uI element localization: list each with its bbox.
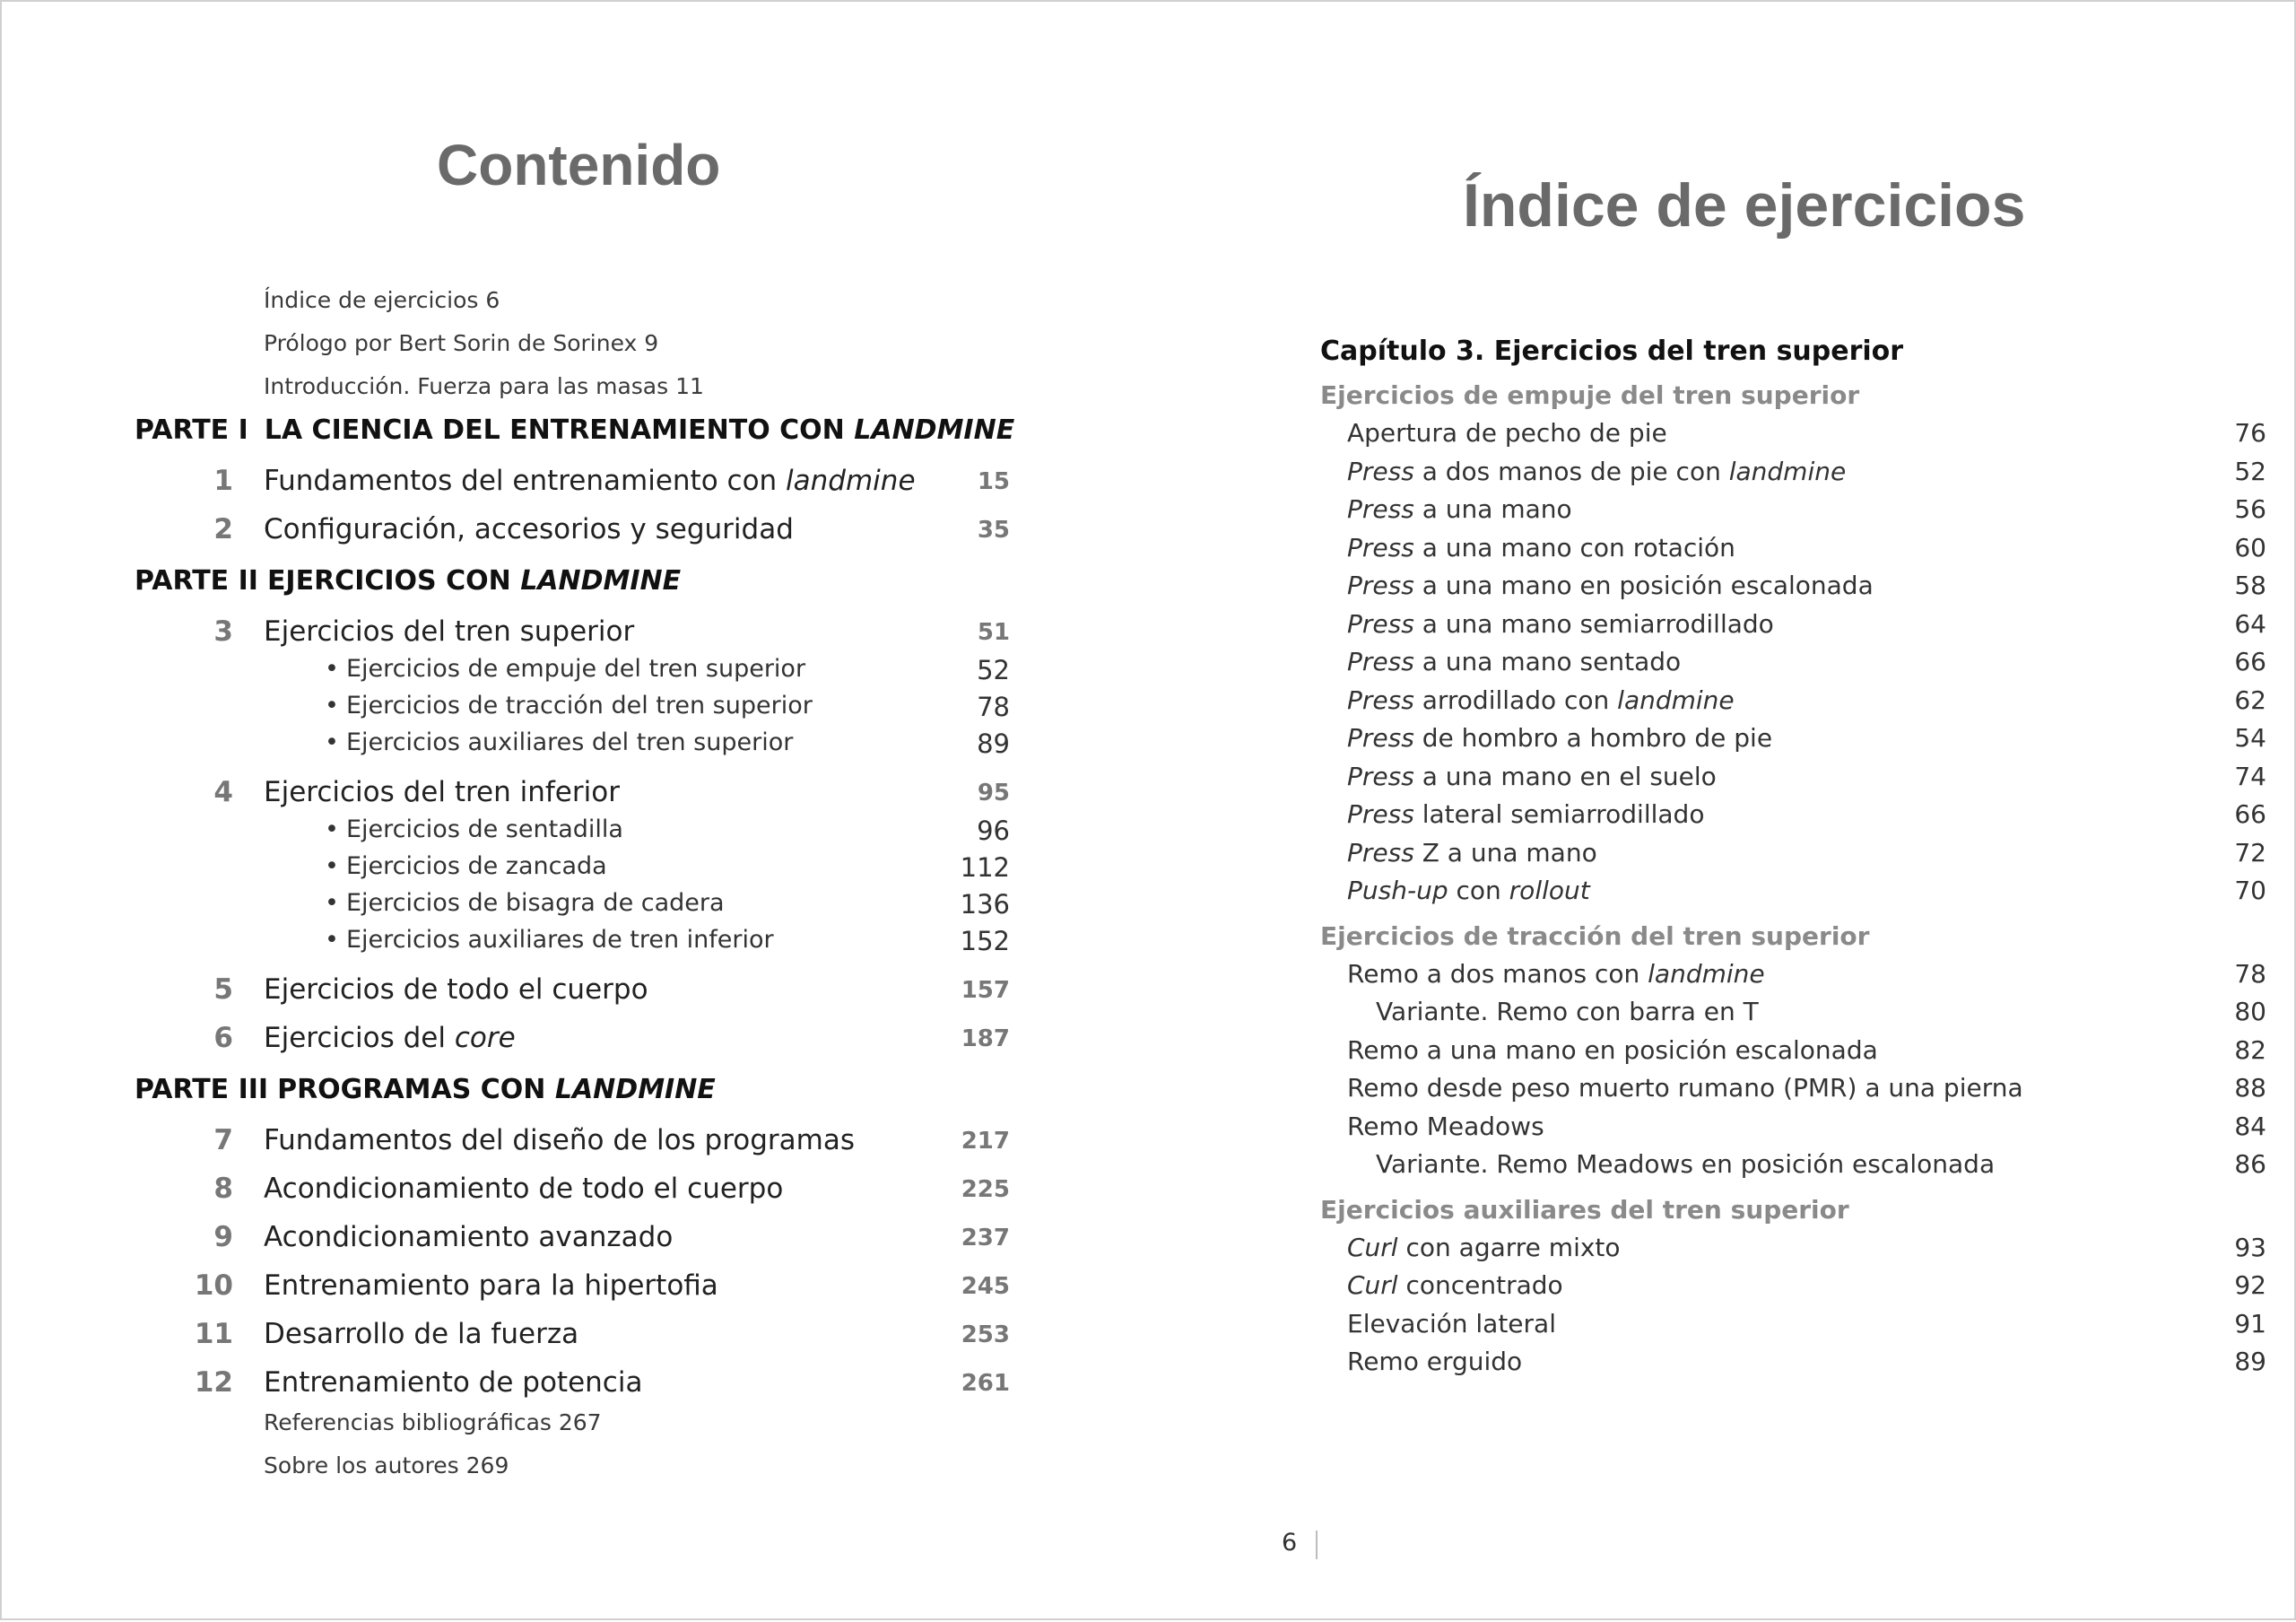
exercise-entry	[1347, 533, 2266, 569]
exercise-name-part: Curl	[1347, 1232, 1398, 1262]
exercise-entry	[1347, 762, 2266, 798]
exercise-page: 58	[2234, 571, 2266, 600]
exercise-name	[1347, 685, 1735, 715]
subsection-row	[2, 889, 1150, 925]
bullet-icon: •	[325, 815, 339, 843]
exercise-name-part: Remo erguido	[1347, 1347, 1523, 1376]
subsection-title	[325, 655, 805, 683]
exercise-page: 54	[2234, 723, 2266, 753]
chapter-row	[2, 1022, 1150, 1058]
exercise-name	[1347, 457, 1846, 486]
chapter-title-text: Desarrollo de la fuerza	[264, 1318, 579, 1350]
chapter-page: 157	[961, 977, 1010, 1004]
part-heading	[135, 565, 681, 601]
subsection-row	[2, 926, 1150, 962]
chapter-title	[264, 973, 648, 1006]
exercise-entry	[1347, 571, 2266, 606]
chapter-number: 7	[213, 1124, 233, 1156]
exercise-page: 60	[2234, 532, 2266, 562]
bullet-icon: •	[325, 889, 339, 917]
exercise-entry	[1347, 609, 2266, 645]
chapter-title-text: Acondicionamiento avanzado	[264, 1221, 674, 1253]
exercise-page: 86	[2234, 1149, 2266, 1179]
bullet-icon: •	[325, 655, 339, 683]
exercise-name-part: Press	[1347, 608, 1414, 639]
subsection-title	[325, 889, 725, 917]
exercise-name-part: Variante. Remo Meadows en posición escalonada	[1376, 1149, 1996, 1179]
chapter-number: 9	[213, 1221, 233, 1253]
subsection-row	[2, 815, 1150, 851]
exercise-name	[1347, 1035, 1878, 1065]
part-label: PARTE III	[135, 1074, 269, 1105]
chapter-page: 95	[977, 780, 1010, 807]
exercise-page: 52	[2234, 456, 2266, 486]
page-title: Contenido	[437, 133, 721, 197]
chapter-number: 2	[213, 513, 233, 545]
exercise-page: 91	[2234, 1308, 2266, 1339]
chapter-page: 35	[977, 517, 1010, 544]
chapter-title	[264, 615, 634, 648]
chapter-number: 1	[213, 465, 233, 497]
chapter-row	[2, 615, 1150, 651]
bullet-icon: •	[325, 728, 339, 756]
exercise-name-part: landmine	[1648, 958, 1765, 989]
chapter-page: 187	[961, 1025, 1010, 1052]
exercise-page: 72	[2234, 837, 2266, 868]
part-title-italic: LANDMINE	[854, 414, 1015, 446]
subsection-title-text: Ejercicios de empuje del tren superior	[345, 655, 806, 683]
exercise-name	[1376, 997, 1759, 1026]
exercise-name	[1347, 571, 1874, 600]
exercise-page: 76	[2234, 418, 2266, 448]
exercise-name-part: Press	[1347, 723, 1414, 753]
bullet-icon: •	[325, 692, 339, 719]
exercise-name	[1347, 723, 1772, 753]
exercise-page: 66	[2234, 647, 2266, 676]
exercise-name-part: Push-up	[1347, 876, 1448, 905]
exercise-page: 93	[2234, 1232, 2266, 1262]
subsection-title-text: Ejercicios de bisagra de cadera	[345, 889, 725, 917]
exercise-name-part: landmine	[1728, 456, 1847, 486]
chapter-title	[264, 1124, 855, 1156]
chapter-title-text: Fundamentos del entrenamiento con	[264, 465, 778, 497]
exercise-name-part: a una mano sentado	[1413, 647, 1682, 676]
exercise-entry	[1347, 876, 2266, 911]
back-matter-item: Sobre los autores 269	[264, 1452, 509, 1478]
exercise-entry	[1347, 685, 2266, 721]
subsection-title-text: Ejercicios de sentadilla	[345, 815, 623, 843]
exercise-name-part: a una mano semiarrodillado	[1413, 608, 1774, 639]
exercise-name-part: Apertura de pecho de pie	[1347, 418, 1667, 448]
chapter-page: 51	[977, 619, 1010, 646]
exercise-entry	[1347, 799, 2266, 835]
exercise-name-part: Remo Meadows	[1347, 1111, 1544, 1141]
exercise-name	[1347, 1233, 1621, 1262]
exercise-name-part: de hombro a hombro de pie	[1413, 723, 1773, 753]
chapter-number: 10	[194, 1269, 233, 1302]
chapter-number: 8	[213, 1173, 233, 1205]
exercise-name-part: a una mano en posición escalonada	[1413, 571, 1874, 600]
exercise-name-part: Press	[1347, 799, 1414, 829]
chapter-title	[264, 1269, 718, 1302]
exercise-entry	[1347, 1035, 2266, 1071]
part-heading	[135, 1074, 716, 1110]
subsection-page: 52	[977, 655, 1010, 685]
chapter-row	[2, 1366, 1150, 1402]
exercise-name	[1347, 959, 1765, 989]
exercise-name	[1347, 1112, 1544, 1141]
exercise-name-part: Remo a una mano en posición escalonada	[1347, 1034, 1878, 1065]
exercise-entry	[1347, 457, 2266, 493]
exercise-name-part: Curl	[1347, 1270, 1398, 1300]
exercise-index-page	[1150, 2, 2296, 1622]
chapter-page: 15	[977, 468, 1010, 495]
exercise-page: 92	[2234, 1270, 2266, 1300]
chapter-title	[264, 1318, 578, 1350]
part-title-text: EJERCICIOS CON	[266, 565, 511, 597]
chapter-title	[264, 1221, 673, 1253]
front-matter-item: Índice de ejercicios 6	[264, 287, 500, 313]
chapter-page: 225	[961, 1176, 1010, 1203]
subsection-title	[325, 692, 813, 719]
chapter-row	[2, 1318, 1150, 1354]
subsection-title-text: Ejercicios de tracción del tren superior	[345, 692, 813, 719]
exercise-name	[1347, 1309, 1556, 1339]
front-matter-item: Introducción. Fuerza para las masas 11	[264, 373, 704, 399]
chapter-title-text: Ejercicios del tren inferior	[264, 776, 620, 808]
chapter-heading: Capítulo 3. Ejercicios del tren superior	[1320, 336, 1904, 367]
part-title	[277, 1074, 716, 1105]
exercise-name-part: Press	[1347, 494, 1414, 524]
exercise-entry	[1347, 838, 2266, 874]
exercise-name	[1347, 876, 1590, 905]
chapter-title	[264, 1366, 642, 1399]
exercise-name	[1347, 418, 1667, 448]
chapter-title-text: Configuración, accesorios y seguridad	[264, 513, 794, 545]
chapter-title-italic: landmine	[786, 465, 916, 497]
exercise-name	[1347, 1270, 1563, 1300]
chapter-title-text: Entrenamiento de potencia	[264, 1366, 643, 1399]
subsection-row	[2, 852, 1150, 888]
chapter-row	[2, 1269, 1150, 1305]
page-number: 6	[1282, 1529, 1298, 1557]
group-heading: Ejercicios de tracción del tren superior	[1320, 920, 1870, 951]
exercise-name-part: con agarre mixto	[1397, 1232, 1621, 1262]
chapter-page: 217	[961, 1128, 1010, 1155]
chapter-title-text: Acondicionamiento de todo el cuerpo	[264, 1173, 784, 1205]
chapter-title	[264, 1173, 783, 1205]
exercise-entry	[1347, 647, 2266, 683]
chapter-row	[2, 465, 1150, 501]
chapter-row	[2, 776, 1150, 812]
subsection-title	[325, 852, 607, 880]
subsection-row	[2, 692, 1150, 728]
part-title-italic: LANDMINE	[520, 565, 682, 597]
front-matter-item: Prólogo por Bert Sorin de Sorinex 9	[264, 330, 659, 356]
exercise-page: 70	[2234, 876, 2266, 905]
subsection-row	[2, 728, 1150, 764]
exercise-name-part: Press	[1347, 571, 1414, 600]
part-title-italic: LANDMINE	[554, 1074, 716, 1105]
exercise-name-part: Variante. Remo con barra en T	[1376, 997, 1759, 1026]
exercise-name-part: rollout	[1509, 876, 1590, 905]
chapter-row	[2, 1124, 1150, 1160]
exercise-page: 64	[2234, 608, 2266, 639]
exercise-entry	[1347, 1347, 2266, 1382]
exercise-name-part: con	[1448, 876, 1509, 905]
chapter-row	[2, 973, 1150, 1009]
chapter-page: 261	[961, 1370, 1010, 1397]
chapter-number: 5	[213, 973, 233, 1006]
chapter-title-text: Fundamentos del diseño de los programas	[264, 1124, 856, 1156]
exercise-entry	[1347, 959, 2266, 995]
subsection-page: 78	[977, 692, 1010, 722]
exercise-name-part: Press	[1347, 647, 1414, 676]
exercise-entry	[1347, 418, 2266, 454]
exercise-page: 56	[2234, 494, 2266, 524]
exercise-name	[1347, 494, 1572, 524]
chapter-page: 245	[961, 1273, 1010, 1300]
chapter-title-text: Ejercicios del tren superior	[264, 615, 635, 648]
chapter-title-italic: core	[454, 1022, 516, 1054]
exercise-page: 80	[2234, 997, 2266, 1026]
chapter-title-text: Ejercicios del	[264, 1022, 446, 1054]
exercise-page: 78	[2234, 958, 2266, 989]
exercise-name-part: arrodillado con	[1413, 685, 1618, 715]
chapter-number: 11	[194, 1318, 233, 1350]
bullet-icon: •	[325, 852, 339, 880]
part-heading	[135, 414, 1014, 450]
exercise-name-part: Remo a dos manos con	[1347, 958, 1648, 989]
chapter-title-text: Entrenamiento para la hipertofia	[264, 1269, 718, 1302]
exercise-name-part: Press	[1347, 532, 1414, 562]
back-matter-item: Referencias bibliográficas 267	[264, 1409, 602, 1435]
subsection-row	[2, 655, 1150, 691]
exercise-page: 89	[2234, 1347, 2266, 1376]
part-title-text: LA CIENCIA DEL ENTRENAMIENTO CON	[264, 414, 845, 446]
exercise-entry	[1347, 1233, 2266, 1269]
exercise-name-part: Remo desde peso muerto rumano (PMR) a una pierna	[1347, 1073, 2023, 1103]
chapter-title	[264, 465, 916, 497]
exercise-name-part: concentrado	[1397, 1270, 1563, 1300]
chapter-page: 237	[961, 1225, 1010, 1251]
exercise-name	[1347, 1073, 2023, 1103]
exercise-name-part: a una mano	[1413, 494, 1572, 524]
chapter-page: 253	[961, 1321, 1010, 1348]
subsection-page: 136	[960, 889, 1010, 920]
exercise-entry	[1347, 1309, 2266, 1345]
chapter-title	[264, 776, 620, 808]
chapter-row	[2, 1173, 1150, 1208]
subsection-page: 152	[960, 926, 1010, 956]
chapter-number: 6	[213, 1022, 233, 1054]
subsection-title	[325, 926, 774, 954]
subsection-page: 96	[977, 815, 1010, 846]
exercise-name-part: Press	[1347, 837, 1414, 868]
exercise-name-part: a dos manos de pie con	[1413, 456, 1729, 486]
part-label: PARTE II	[135, 565, 258, 597]
exercise-name	[1376, 1149, 1995, 1179]
exercise-page: 62	[2234, 685, 2266, 715]
exercise-name	[1347, 533, 1735, 562]
chapter-number: 4	[213, 776, 233, 808]
subsection-page: 89	[977, 728, 1010, 759]
subsection-title-text: Ejercicios de zancada	[345, 852, 607, 880]
exercise-entry	[1347, 1073, 2266, 1109]
exercise-entry	[1347, 494, 2266, 530]
part-title	[267, 565, 681, 597]
folio-rule	[1316, 1530, 1318, 1559]
exercise-entry	[1347, 723, 2266, 759]
exercise-name-part: Press	[1347, 761, 1414, 791]
part-label: PARTE I	[135, 414, 248, 446]
subsection-title-text: Ejercicios auxiliares de tren inferior	[345, 926, 774, 954]
exercise-name-part: Press	[1347, 685, 1414, 715]
exercise-name	[1347, 1347, 1522, 1376]
contents-page	[2, 2, 1150, 1622]
exercise-page: 66	[2234, 799, 2266, 829]
exercise-name-part: Elevación lateral	[1347, 1308, 1556, 1339]
chapter-number: 3	[213, 615, 233, 648]
exercise-entry	[1347, 1270, 2266, 1306]
exercise-name-part: Z a una mano	[1413, 837, 1597, 868]
exercise-name	[1347, 762, 1717, 791]
exercise-name-part: Press	[1347, 456, 1414, 486]
exercise-name	[1347, 647, 1681, 676]
exercise-page: 84	[2234, 1111, 2266, 1141]
part-title-text: PROGRAMAS CON	[277, 1074, 546, 1105]
exercise-entry	[1347, 1149, 2266, 1185]
subsection-title-text: Ejercicios auxiliares del tren superior	[345, 728, 794, 756]
group-heading: Ejercicios auxiliares del tren superior	[1320, 1194, 1849, 1225]
chapter-number: 12	[194, 1366, 233, 1399]
exercise-page: 74	[2234, 761, 2266, 791]
page-title: Índice de ejercicios	[1463, 171, 2026, 240]
part-title	[265, 414, 1014, 446]
chapter-row	[2, 513, 1150, 549]
chapter-row	[2, 1221, 1150, 1257]
exercise-page: 82	[2234, 1034, 2266, 1065]
chapter-title	[264, 1022, 516, 1054]
group-heading: Ejercicios de empuje del tren superior	[1320, 380, 1860, 410]
exercise-name-part: a una mano con rotación	[1413, 532, 1735, 562]
exercise-entry	[1347, 1112, 2266, 1147]
subsection-page: 112	[960, 852, 1010, 883]
chapter-title-text: Ejercicios de todo el cuerpo	[264, 973, 648, 1006]
exercise-name	[1347, 609, 1774, 639]
exercise-name-part: landmine	[1617, 685, 1735, 715]
chapter-title	[264, 513, 794, 545]
subsection-title	[325, 815, 623, 843]
subsection-title	[325, 728, 793, 756]
exercise-name-part: a una mano en el suelo	[1413, 761, 1717, 791]
exercise-name	[1347, 799, 1704, 829]
exercise-name-part: lateral semiarrodillado	[1413, 799, 1705, 829]
exercise-entry	[1347, 997, 2266, 1033]
exercise-page: 88	[2234, 1073, 2266, 1103]
bullet-icon: •	[325, 926, 339, 954]
exercise-name	[1347, 838, 1597, 868]
